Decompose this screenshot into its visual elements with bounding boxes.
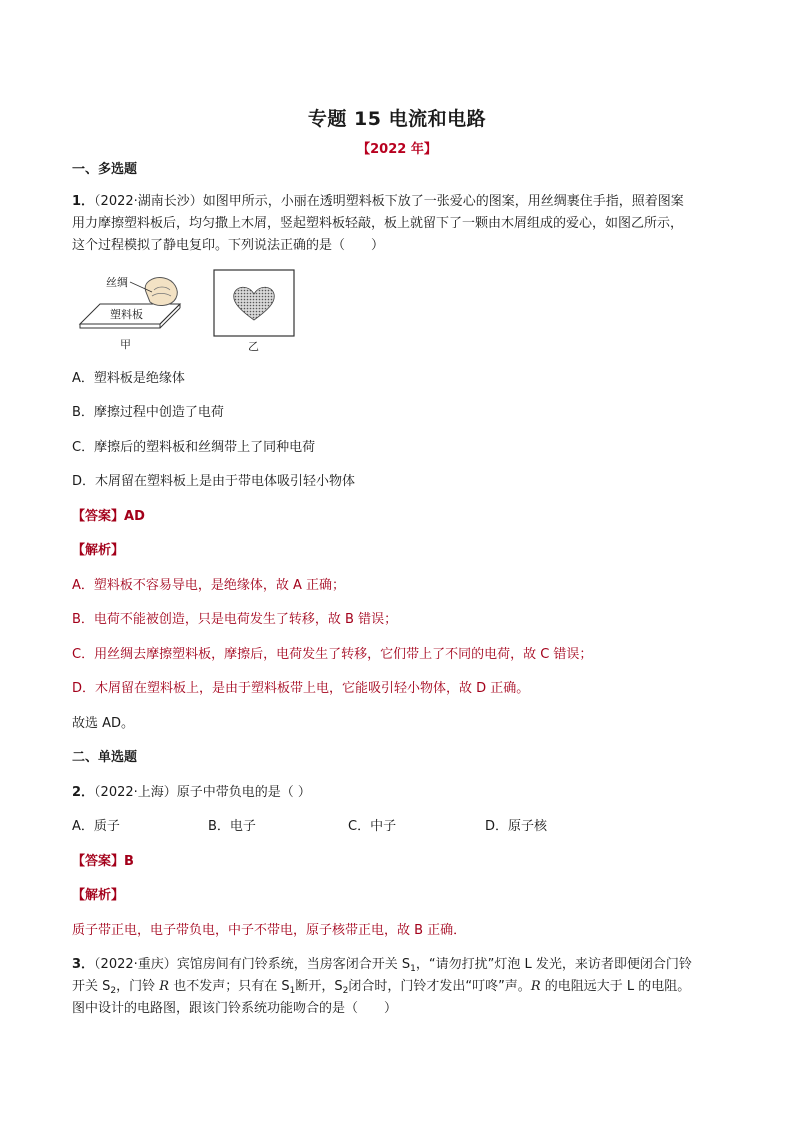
q2-option-b: B．电子	[208, 819, 256, 834]
page-title: 专题 15 电流和电路	[307, 108, 487, 130]
label-silk: 丝绸	[106, 276, 128, 289]
q2-answer-value: B	[124, 854, 134, 869]
q1-analysis-d: D．木屑留在塑料板上，是由于塑料板带上电，它能吸引轻小物体，故 D 正确。	[72, 681, 530, 696]
section-heading-single-choice: 二、单选题	[72, 750, 138, 765]
q1-answer	[72, 507, 724, 527]
q2-analysis: 质子带正电，电子带负电，中子不带电，原子核带正电，故 B 正确．	[72, 923, 467, 938]
q2-answer-label: 【答案】	[72, 854, 125, 869]
caption-yi: 乙	[248, 340, 259, 353]
q1-answer-label: 【答案】	[72, 509, 125, 524]
q1-analysis-b: B．电荷不能被创造，只是电荷发生了转移，故 B 错误；	[72, 612, 398, 627]
q2-analysis-label: 【解析】	[72, 888, 125, 903]
caption-jia: 甲	[120, 338, 131, 351]
q3-line-1: 3．（2022·重庆）宾馆房间有门铃系统，当房客闭合开关 $S_1$，“请勿打扰”灯泡 L 发光，来访者即便闭合门铃	[72, 957, 692, 974]
q1-text-1: （2022·湖南长沙）如图甲所示，小丽在透明塑料板下放了一张爱心的图案，用丝绸裹住手指，照着图案	[94, 194, 684, 209]
q1-option-b: B．摩擦过程中创造了电荷	[72, 405, 224, 420]
q1-figure	[72, 268, 312, 354]
label-board: 塑料板	[110, 308, 143, 321]
q1-answer-value: AD	[124, 509, 145, 524]
q2-number: 2．	[72, 785, 95, 800]
q1-line-1	[72, 192, 724, 212]
q3-line-3: 图中设计的电路图，跟该门铃系统功能吻合的是（ ）	[72, 1001, 398, 1016]
q2-text: （2022·上海）原子中带负电的是（ ）	[94, 785, 311, 800]
q1-analysis-c: C．用丝绸去摩擦塑料板，摩擦后，电荷发生了转移，它们带上了不同的电荷，故 C 错误；	[72, 647, 593, 662]
q1-number: 1．	[72, 194, 95, 209]
q3-line-2: 开关 $S_2$，门铃 R 也不发声；只有在 $S_1$断开，$S_2$闭合时，门铃才发出“叮咚”声。R 的电阻远大于 L 的电阻。	[72, 979, 691, 996]
silk-hand-shape	[145, 278, 177, 306]
section-heading-multi-choice: 一、多选题	[72, 162, 138, 177]
q2-answer	[72, 852, 724, 872]
q1-option-c: C．摩擦后的塑料板和丝绸带上了同种电荷	[72, 440, 316, 455]
year-tag: 【2022 年】	[357, 142, 437, 157]
q1-option-d: D．木屑留在塑料板上是由于带电体吸引轻小物体	[72, 474, 356, 489]
q2-option-a: A．质子	[72, 819, 120, 834]
q1-figure-svg	[72, 268, 312, 354]
q1-conclusion: 故选 AD。	[72, 716, 135, 731]
q2-option-c: C．中子	[348, 819, 397, 834]
q1-option-a: A．塑料板是绝缘体	[72, 371, 185, 386]
q2-stem	[72, 783, 724, 803]
q1-line-2: 用力摩擦塑料板后，均匀撒上木屑，竖起塑料板轻敲，板上就留下了一颗由木屑组成的爱心，如图乙所示，	[72, 216, 684, 231]
q1-line-3: 这个过程模拟了静电复印。下列说法正确的是（ ）	[72, 238, 385, 253]
q1-analysis-label: 【解析】	[72, 543, 125, 558]
q2-option-d: D．原子核	[485, 819, 548, 834]
q3-number: 3．	[72, 957, 95, 972]
plastic-board-edge	[80, 324, 160, 328]
q1-analysis-a: A．塑料板不容易导电，是绝缘体，故 A 正确；	[72, 578, 346, 593]
